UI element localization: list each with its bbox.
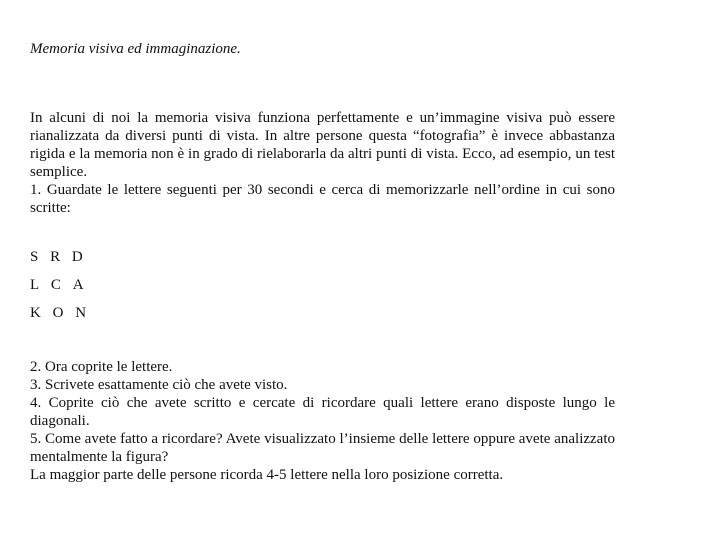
letter-cell: N — [75, 305, 87, 321]
conclusion-text: La maggior parte delle persone ricorda 4-5 lettere nella loro posizione corretta. — [30, 467, 504, 483]
letter-cell: S — [30, 249, 39, 265]
instruction-step-3: 3. Scrivete esattamente ciò che avete visto. — [30, 377, 288, 393]
letter-cell: L — [30, 277, 40, 293]
instruction-step-2: 2. Ora coprite le lettere. — [30, 359, 173, 375]
document-title: Memoria visiva ed immaginazione. — [30, 41, 241, 57]
letter-row-1 — [30, 248, 94, 276]
instruction-step-4: 4. Coprite ciò che avete scritto e cercate di ricordare quali lettere erano disposte lungo le diagonali. — [30, 395, 615, 429]
letter-row-2 — [30, 276, 94, 304]
letter-cell: R — [50, 249, 61, 265]
letter-cell: A — [72, 277, 84, 293]
intro-paragraph: In alcuni di noi la memoria visiva funziona perfettamente e un’immagine visiva può essere rianalizzata da diversi punti di vista. In altre persone questa “fotografia” è invece abbastanza rigida e la memoria non è in grado di rielaborarla da altri punti di vista. Ecco, ad esempio, un test semplice. — [30, 110, 615, 180]
letter-cell: D — [71, 249, 83, 265]
letter-row-3 — [30, 304, 94, 332]
letter-grid — [30, 248, 94, 332]
instruction-step-5: 5. Come avete fatto a ricordare? Avete visualizzato l’insieme delle lettere oppure avete analizzato mentalmente la figura? — [30, 431, 615, 465]
steps-section — [30, 358, 615, 484]
intro-section — [30, 109, 615, 217]
letter-cell: K — [30, 305, 41, 321]
instruction-step-1: 1. Guardate le lettere seguenti per 30 secondi e cerca di memorizzarle nell’ordine in cui sono scritte: — [30, 182, 615, 216]
document-page — [30, 0, 615, 540]
letter-cell: O — [52, 305, 64, 321]
letter-cell: C — [50, 277, 61, 293]
